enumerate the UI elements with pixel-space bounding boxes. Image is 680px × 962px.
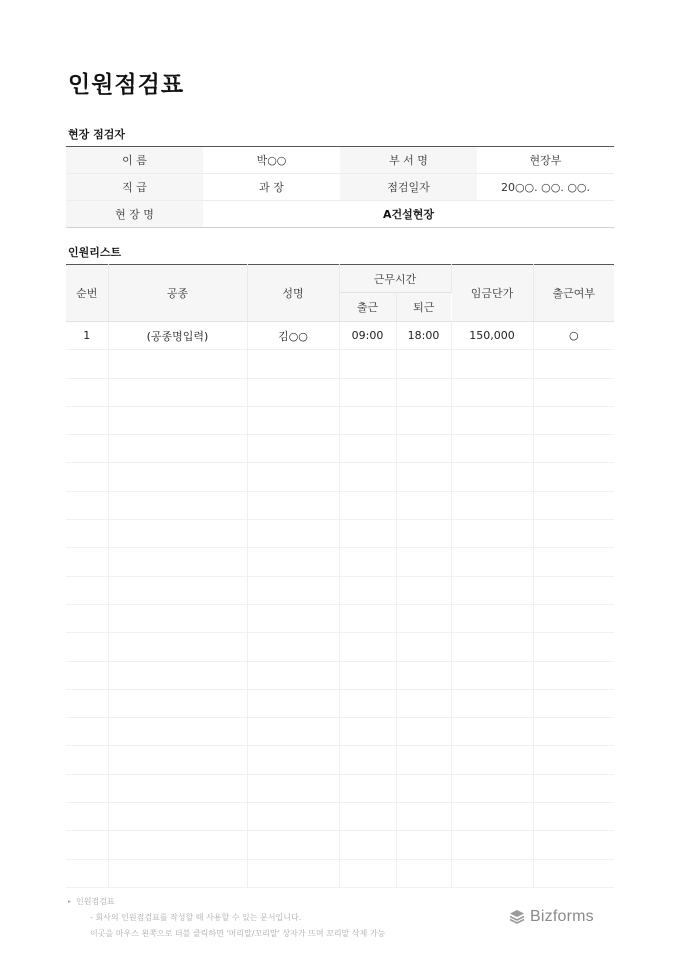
empty-cell[interactable] (451, 548, 533, 576)
cell-no[interactable]: 1 (66, 322, 108, 350)
empty-table-row (66, 689, 614, 717)
empty-cell[interactable] (108, 350, 247, 378)
empty-cell[interactable] (108, 548, 247, 576)
empty-cell[interactable] (108, 718, 247, 746)
empty-cell[interactable] (247, 604, 339, 632)
empty-cell[interactable] (533, 661, 614, 689)
empty-cell[interactable] (66, 491, 108, 519)
empty-cell[interactable] (451, 831, 533, 859)
header-attendance: 출근여부 (533, 265, 614, 322)
empty-cell[interactable] (533, 350, 614, 378)
empty-cell[interactable] (66, 689, 108, 717)
footer-line: 이곳을 마우스 왼쪽으로 더블 클릭하면 '머리말/꼬리말' 상자가 뜨며 꼬리말 삭제 가능 (90, 929, 386, 938)
empty-cell[interactable] (339, 718, 396, 746)
position-label: 직 급 (66, 174, 203, 201)
inspection-date-label: 점검일자 (340, 174, 477, 201)
empty-table-row (66, 718, 614, 746)
header-wage: 임금단가 (451, 265, 533, 322)
empty-cell[interactable] (339, 463, 396, 491)
empty-cell[interactable] (339, 520, 396, 548)
empty-cell[interactable] (66, 378, 108, 406)
empty-cell[interactable] (451, 435, 533, 463)
empty-cell[interactable] (66, 435, 108, 463)
empty-cell[interactable] (451, 576, 533, 604)
empty-cell[interactable] (247, 350, 339, 378)
empty-cell[interactable] (108, 604, 247, 632)
empty-cell[interactable] (247, 576, 339, 604)
empty-table-row (66, 491, 614, 519)
empty-cell[interactable] (108, 463, 247, 491)
empty-table-row (66, 350, 614, 378)
brand-name: Bizforms (530, 908, 594, 925)
empty-cell[interactable] (66, 604, 108, 632)
empty-cell[interactable] (108, 746, 247, 774)
empty-cell[interactable] (533, 520, 614, 548)
empty-cell[interactable] (247, 689, 339, 717)
empty-cell[interactable] (533, 491, 614, 519)
empty-cell[interactable] (339, 350, 396, 378)
empty-cell[interactable] (108, 520, 247, 548)
empty-table-row (66, 633, 614, 661)
footer-note[interactable] (68, 894, 385, 942)
empty-cell[interactable] (66, 548, 108, 576)
empty-cell[interactable] (396, 661, 451, 689)
empty-cell[interactable] (247, 463, 339, 491)
empty-cell[interactable] (66, 831, 108, 859)
empty-cell[interactable] (339, 774, 396, 802)
personnel-section-title: 인원리스트 (68, 246, 122, 259)
empty-cell[interactable] (396, 378, 451, 406)
empty-cell[interactable] (396, 831, 451, 859)
header-work-hours: 근무시간 (339, 265, 451, 293)
empty-table-row (66, 463, 614, 491)
empty-cell[interactable] (108, 378, 247, 406)
empty-cell[interactable] (396, 520, 451, 548)
empty-table-row (66, 548, 614, 576)
empty-cell[interactable] (339, 633, 396, 661)
inspector-section-title: 현장 점검자 (68, 128, 125, 141)
empty-cell[interactable] (451, 718, 533, 746)
empty-cell[interactable] (108, 689, 247, 717)
empty-table-row (66, 435, 614, 463)
empty-cell[interactable] (339, 746, 396, 774)
empty-cell[interactable] (247, 718, 339, 746)
empty-table-row (66, 774, 614, 802)
empty-cell[interactable] (533, 774, 614, 802)
empty-cell[interactable] (247, 803, 339, 831)
cell-check-in[interactable]: 09:00 (339, 322, 396, 350)
cell-attendance[interactable]: ○ (533, 322, 614, 350)
header-check-out: 퇴근 (396, 293, 451, 322)
empty-cell[interactable] (66, 520, 108, 548)
empty-cell[interactable] (247, 746, 339, 774)
inspection-date-value[interactable]: 20○○. ○○. ○○. (477, 174, 614, 201)
empty-cell[interactable] (247, 435, 339, 463)
empty-cell[interactable] (396, 859, 451, 887)
empty-cell[interactable] (339, 661, 396, 689)
empty-cell[interactable] (533, 576, 614, 604)
empty-cell[interactable] (396, 463, 451, 491)
empty-cell[interactable] (339, 435, 396, 463)
name-label: 이 름 (66, 147, 203, 174)
empty-cell[interactable] (339, 604, 396, 632)
empty-cell[interactable] (451, 604, 533, 632)
empty-cell[interactable] (451, 520, 533, 548)
page-title: 인원점검표 (68, 72, 185, 98)
site-name-label: 현 장 명 (66, 201, 203, 228)
empty-cell[interactable] (533, 633, 614, 661)
department-value[interactable]: 현장부 (477, 147, 614, 174)
empty-cell[interactable] (533, 689, 614, 717)
personnel-table (66, 264, 614, 888)
empty-cell[interactable] (66, 803, 108, 831)
empty-cell[interactable] (247, 378, 339, 406)
empty-table-row (66, 406, 614, 434)
empty-table-row (66, 520, 614, 548)
empty-cell[interactable] (247, 520, 339, 548)
empty-cell[interactable] (396, 406, 451, 434)
empty-cell[interactable] (451, 774, 533, 802)
empty-table-row (66, 378, 614, 406)
empty-cell[interactable] (247, 548, 339, 576)
position-value[interactable]: 과 장 (203, 174, 340, 201)
empty-cell[interactable] (108, 491, 247, 519)
empty-cell[interactable] (66, 633, 108, 661)
empty-cell[interactable] (339, 689, 396, 717)
empty-cell[interactable] (247, 633, 339, 661)
empty-cell[interactable] (533, 604, 614, 632)
empty-cell[interactable] (66, 463, 108, 491)
empty-cell[interactable] (533, 746, 614, 774)
inspector-row (66, 147, 614, 174)
cell-name[interactable]: 김○○ (247, 322, 339, 350)
empty-cell[interactable] (533, 378, 614, 406)
empty-cell[interactable] (108, 435, 247, 463)
empty-cell[interactable] (396, 633, 451, 661)
inspector-row (66, 174, 614, 201)
empty-cell[interactable] (247, 661, 339, 689)
empty-cell[interactable] (66, 576, 108, 604)
empty-cell[interactable] (533, 831, 614, 859)
empty-cell[interactable] (451, 406, 533, 434)
footer-line: - 회사의 인원점검표를 작성할 때 사용할 수 있는 문서입니다. (90, 913, 302, 922)
cell-check-out[interactable]: 18:00 (396, 322, 451, 350)
empty-cell[interactable] (108, 859, 247, 887)
empty-cell[interactable] (451, 859, 533, 887)
empty-cell[interactable] (247, 491, 339, 519)
empty-cell[interactable] (339, 548, 396, 576)
empty-cell[interactable] (66, 859, 108, 887)
cell-wage[interactable]: 150,000 (451, 322, 533, 350)
empty-cell[interactable] (108, 803, 247, 831)
empty-cell[interactable] (451, 463, 533, 491)
empty-cell[interactable] (451, 746, 533, 774)
empty-cell[interactable] (66, 746, 108, 774)
empty-cell[interactable] (533, 406, 614, 434)
empty-cell[interactable] (396, 350, 451, 378)
name-value[interactable]: 박○○ (203, 147, 340, 174)
empty-cell[interactable] (451, 661, 533, 689)
empty-cell[interactable] (108, 774, 247, 802)
empty-cell[interactable] (247, 859, 339, 887)
empty-table-row (66, 746, 614, 774)
empty-cell[interactable] (396, 491, 451, 519)
empty-table-row (66, 803, 614, 831)
empty-table-row (66, 831, 614, 859)
empty-cell[interactable] (533, 463, 614, 491)
empty-cell[interactable] (66, 661, 108, 689)
empty-cell[interactable] (396, 604, 451, 632)
empty-cell[interactable] (396, 689, 451, 717)
empty-cell[interactable] (339, 378, 396, 406)
cell-trade[interactable]: (공종명입력) (108, 322, 247, 350)
header-no: 순번 (66, 265, 108, 322)
inspector-table (66, 146, 614, 228)
empty-cell[interactable] (339, 831, 396, 859)
empty-cell[interactable] (108, 661, 247, 689)
empty-cell[interactable] (339, 576, 396, 604)
empty-table-row (66, 661, 614, 689)
empty-cell[interactable] (451, 803, 533, 831)
brand-logo (508, 908, 594, 926)
empty-cell[interactable] (451, 378, 533, 406)
empty-cell[interactable] (247, 774, 339, 802)
empty-cell[interactable] (339, 859, 396, 887)
inspector-row (66, 201, 614, 228)
empty-cell[interactable] (533, 859, 614, 887)
empty-cell[interactable] (108, 633, 247, 661)
empty-cell[interactable] (108, 576, 247, 604)
empty-cell[interactable] (396, 803, 451, 831)
empty-cell[interactable] (533, 435, 614, 463)
empty-cell[interactable] (396, 435, 451, 463)
table-row (66, 322, 614, 350)
empty-cell[interactable] (108, 831, 247, 859)
empty-table-row (66, 576, 614, 604)
footer-heading: 인원점검표 (76, 897, 115, 906)
empty-cell[interactable] (66, 406, 108, 434)
empty-cell[interactable] (451, 491, 533, 519)
empty-cell[interactable] (396, 746, 451, 774)
empty-cell[interactable] (451, 350, 533, 378)
empty-table-row (66, 859, 614, 887)
empty-cell[interactable] (396, 576, 451, 604)
empty-cell[interactable] (451, 633, 533, 661)
empty-cell[interactable] (396, 718, 451, 746)
department-label: 부 서 명 (340, 147, 477, 174)
empty-cell[interactable] (533, 548, 614, 576)
empty-cell[interactable] (339, 803, 396, 831)
bullet-triangle-icon: ▸ (68, 898, 72, 905)
empty-cell[interactable] (66, 774, 108, 802)
empty-cell[interactable] (339, 406, 396, 434)
empty-cell[interactable] (247, 831, 339, 859)
empty-cell[interactable] (66, 718, 108, 746)
empty-cell[interactable] (339, 491, 396, 519)
empty-cell[interactable] (451, 689, 533, 717)
empty-cell[interactable] (108, 406, 247, 434)
empty-cell[interactable] (66, 350, 108, 378)
empty-cell[interactable] (396, 774, 451, 802)
empty-cell[interactable] (396, 548, 451, 576)
header-check-in: 출근 (339, 293, 396, 322)
empty-table-row (66, 604, 614, 632)
empty-cell[interactable] (247, 406, 339, 434)
empty-cell[interactable] (533, 803, 614, 831)
site-name-value[interactable]: A건설현장 (382, 208, 435, 221)
header-name: 성명 (247, 265, 339, 322)
empty-cell[interactable] (533, 718, 614, 746)
layers-icon (508, 908, 526, 926)
header-trade: 공종 (108, 265, 247, 322)
